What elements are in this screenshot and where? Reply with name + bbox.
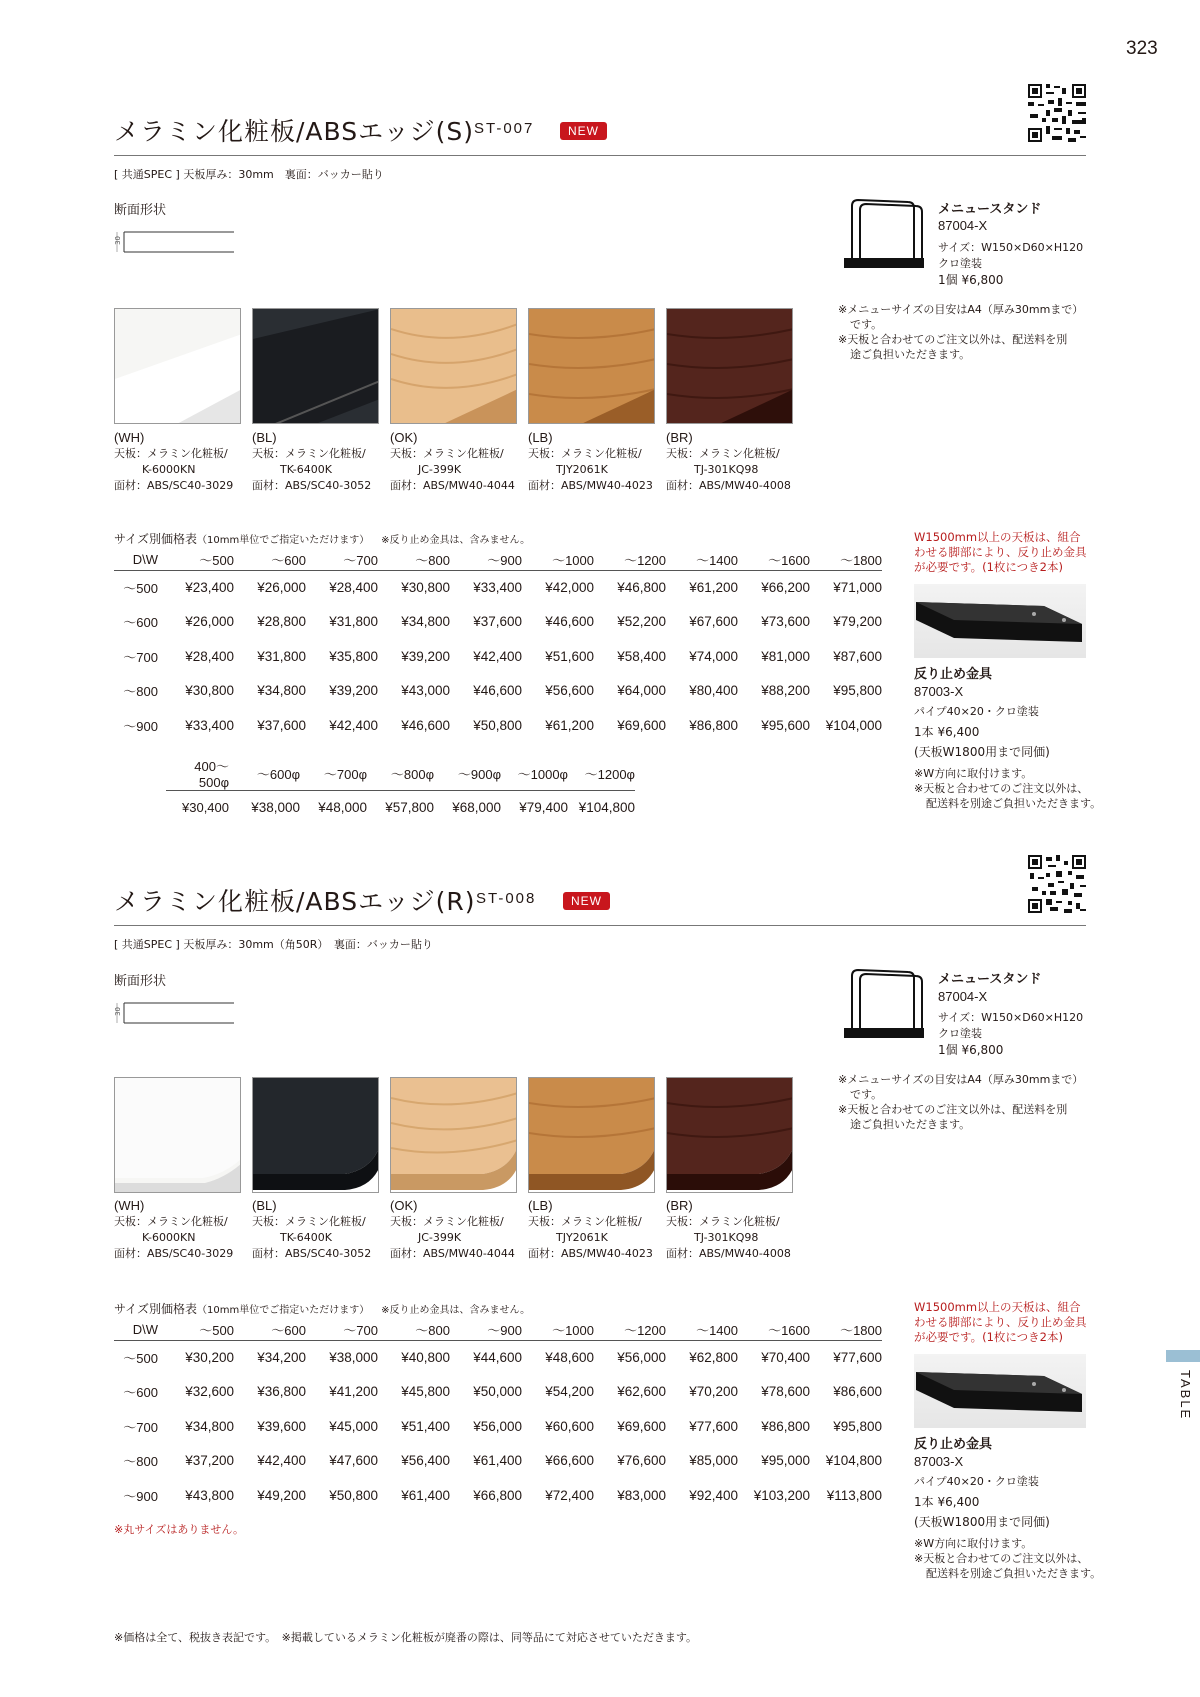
footer-note: ※価格は全て、税抜き表記です。 ※掲載しているメラミン化粧板が廃番の際は、同等品にて対応させていただきます。 <box>114 1631 697 1644</box>
menu-stand-image <box>838 966 928 1046</box>
price-cell: ¥35,800 <box>329 648 378 664</box>
price-cell: ¥61,200 <box>545 717 594 733</box>
price-cell: ¥31,800 <box>329 614 378 630</box>
cross-section-diagram <box>114 1001 234 1025</box>
price-cell: ¥70,200 <box>689 1384 738 1400</box>
price-cell: ¥50,800 <box>329 1487 378 1503</box>
price-cell: ¥95,600 <box>761 717 810 733</box>
menu-stand-code: 87004-X <box>938 218 988 233</box>
table-row <box>114 1444 882 1479</box>
price-cell: ¥71,000 <box>833 580 882 595</box>
price-cell: ¥77,600 <box>833 1350 882 1365</box>
depth-label: ～500 <box>123 581 158 596</box>
price-cell: ¥45,800 <box>401 1384 450 1400</box>
price-cell: ¥92,400 <box>689 1487 738 1503</box>
side-tab-marker <box>1166 1350 1200 1362</box>
price-cell: ¥38,000 <box>251 800 300 816</box>
bracket-price: 1本 ¥6,400 <box>914 725 980 739</box>
swatch-br[interactable] <box>666 1077 793 1193</box>
price-cell: ¥62,800 <box>689 1350 738 1365</box>
price-cell: ¥31,800 <box>257 648 306 664</box>
price-cell: ¥61,400 <box>473 1453 522 1469</box>
finish-caption: (LB) 天板：メラミン化粧板/ TJY2061K 面材：ABS/MW40-4023 <box>528 1198 653 1260</box>
price-cell: ¥77,600 <box>689 1418 738 1434</box>
page-number: 323 <box>1126 38 1158 59</box>
price-cell: ¥49,200 <box>257 1487 306 1503</box>
diameter-header: 400～500φ <box>166 756 233 791</box>
price-cell: ¥66,800 <box>473 1487 522 1503</box>
price-cell: ¥46,800 <box>617 580 666 595</box>
price-cell: ¥86,800 <box>689 717 738 733</box>
bracket-warning: W1500mm以上の天板は、組合 わせる脚部により、反り止め金具 が必要です。(1枚につき2本) <box>914 1300 1087 1344</box>
width-header: ～1400 <box>666 1320 738 1340</box>
diameter-header: ～1200φ <box>568 756 635 791</box>
table-row <box>114 639 882 674</box>
bracket-image <box>914 584 1086 658</box>
finish-caption: (LB) 天板：メラミン化粧板/ TJY2061K 面材：ABS/MW40-4023 <box>528 430 653 492</box>
price-cell: ¥39,200 <box>329 683 378 699</box>
cross-section-label: 断面形状 <box>114 203 167 218</box>
swatch-wh[interactable] <box>114 308 241 424</box>
price-cell: ¥73,600 <box>761 614 810 630</box>
swatch-bl[interactable] <box>252 308 379 424</box>
price-table-header <box>114 1320 882 1340</box>
bracket-name: 反り止め金具 <box>914 667 993 682</box>
header-corner: D\W <box>114 550 162 570</box>
price-table <box>114 550 882 743</box>
bracket-warning: W1500mm以上の天板は、組合 わせる脚部により、反り止め金具 が必要です。(1枚につき2本) <box>914 530 1087 574</box>
price-cell: ¥39,600 <box>257 1418 306 1434</box>
table-row <box>114 1340 882 1375</box>
price-cell: ¥28,800 <box>257 614 306 630</box>
price-cell: ¥34,200 <box>257 1350 306 1365</box>
diameter-header: ～800φ <box>367 756 434 791</box>
depth-label: ～700 <box>123 1419 158 1435</box>
width-header: ～1800 <box>810 1320 882 1340</box>
menu-stand-name: メニュースタンド <box>938 202 1042 217</box>
price-cell: ¥56,000 <box>617 1350 666 1365</box>
price-cell: ¥30,800 <box>401 580 450 595</box>
diameter-header: ～1000φ <box>501 756 568 791</box>
price-cell: ¥56,600 <box>545 683 594 699</box>
menu-stand-code: 87004-X <box>938 989 988 1004</box>
price-cell: ¥58,400 <box>617 648 666 664</box>
price-cell: ¥52,200 <box>617 614 666 630</box>
depth-label: ～900 <box>123 718 158 734</box>
bracket-notes: ※W方向に取付けます。 ※天板と合わせてのご注文以外は、 配送料を別途ご負担いただきます。 <box>914 1537 1102 1580</box>
price-cell: ¥48,600 <box>545 1350 594 1365</box>
qr-code[interactable] <box>1028 855 1086 913</box>
common-spec: [ 共通SPEC ] 天板厚み：30mm（角50R） 裏面：バッカー貼り <box>114 938 433 951</box>
price-cell: ¥34,800 <box>185 1418 234 1434</box>
round-table-header <box>166 756 635 791</box>
table-row <box>166 791 635 825</box>
depth-label: ～600 <box>123 615 158 631</box>
depth-label: ～800 <box>123 684 158 700</box>
price-cell: ¥54,200 <box>545 1384 594 1400</box>
bracket-code: 87003-X <box>914 684 964 699</box>
finish-caption: (BL) 天板：メラミン化粧板/ TK-6400K 面材：ABS/SC40-3052 <box>252 430 372 492</box>
section-rule <box>114 155 1086 156</box>
price-cell: ¥104,800 <box>825 1453 882 1469</box>
price-cell: ¥44,600 <box>473 1350 522 1365</box>
price-cell: ¥60,600 <box>545 1418 594 1434</box>
round-price-table <box>166 756 635 825</box>
bracket-spec: パイプ40×20・クロ塗装 <box>914 1475 1039 1488</box>
price-cell: ¥39,200 <box>401 648 450 664</box>
finish-caption: (BR) 天板：メラミン化粧板/ TJ-301KQ98 面材：ABS/MW40-4008 <box>666 430 791 492</box>
price-cell: ¥95,800 <box>833 683 882 699</box>
common-spec: [ 共通SPEC ] 天板厚み：30mm 裏面：バッカー貼り <box>114 168 384 181</box>
price-cell: ¥76,600 <box>617 1453 666 1469</box>
price-cell: ¥46,600 <box>473 683 522 699</box>
price-cell: ¥43,800 <box>185 1487 234 1503</box>
price-cell: ¥26,000 <box>257 580 306 595</box>
width-header: ～700 <box>306 550 378 570</box>
price-cell: ¥86,800 <box>761 1418 810 1434</box>
width-header: ～800 <box>378 550 450 570</box>
depth-label: ～800 <box>123 1454 158 1470</box>
price-cell: ¥79,400 <box>519 800 568 816</box>
price-cell: ¥30,200 <box>185 1350 234 1365</box>
price-table-header <box>114 550 882 570</box>
width-header: ～1200 <box>594 550 666 570</box>
new-badge: NEW <box>563 892 610 910</box>
bracket-spec: パイプ40×20・クロ塗装 <box>914 705 1039 718</box>
price-cell: ¥51,400 <box>401 1418 450 1434</box>
bracket-price: 1本 ¥6,400 <box>914 1495 980 1509</box>
price-cell: ¥33,400 <box>473 580 522 595</box>
price-cell: ¥104,000 <box>825 717 882 733</box>
bracket-code: 87003-X <box>914 1454 964 1469</box>
cross-section-diagram <box>114 230 234 254</box>
price-cell: ¥68,000 <box>452 800 501 816</box>
price-cell: ¥66,600 <box>545 1453 594 1469</box>
price-cell: ¥50,000 <box>473 1384 522 1400</box>
price-cell: ¥78,600 <box>761 1384 810 1400</box>
price-cell: ¥61,200 <box>689 580 738 595</box>
thickness-label: 30 <box>114 1007 122 1016</box>
menu-stand-price: 1個 ¥6,800 <box>938 273 1004 287</box>
price-cell: ¥42,400 <box>329 717 378 733</box>
price-cell: ¥95,800 <box>833 1418 882 1434</box>
price-cell: ¥45,000 <box>329 1418 378 1434</box>
new-badge: NEW <box>560 122 607 140</box>
width-header: ～1800 <box>810 550 882 570</box>
diameter-header: ～700φ <box>300 756 367 791</box>
swatch-wh[interactable] <box>114 1077 241 1193</box>
price-cell: ¥38,000 <box>329 1350 378 1365</box>
price-cell: ¥28,400 <box>329 580 378 595</box>
swatch-ok[interactable] <box>390 308 517 424</box>
price-cell: ¥30,400 <box>182 800 229 816</box>
price-cell: ¥42,000 <box>545 580 594 595</box>
width-header: ～1200 <box>594 1320 666 1340</box>
bracket-notes: ※W方向に取付けます。 ※天板と合わせてのご注文以外は、 配送料を別途ご負担いただきます。 <box>914 767 1102 810</box>
swatch-ok[interactable] <box>390 1077 517 1193</box>
price-cell: ¥56,000 <box>473 1418 522 1434</box>
price-cell: ¥61,400 <box>401 1487 450 1503</box>
price-cell: ¥51,600 <box>545 648 594 664</box>
side-tab-label: TABLE <box>1178 1370 1193 1421</box>
price-cell: ¥86,600 <box>833 1384 882 1400</box>
price-cell: ¥34,800 <box>401 614 450 630</box>
price-cell: ¥42,400 <box>257 1453 306 1469</box>
width-header: ～1600 <box>738 1320 810 1340</box>
price-cell: ¥67,600 <box>689 614 738 630</box>
price-cell: ¥36,800 <box>257 1384 306 1400</box>
price-cell: ¥104,800 <box>578 800 635 816</box>
thickness-label: 30 <box>114 236 122 245</box>
price-cell: ¥48,000 <box>318 800 367 816</box>
width-header: ～600 <box>234 550 306 570</box>
bracket-price-note: (天板W1800用まで同価) <box>914 745 1050 759</box>
bracket-image <box>914 1354 1086 1428</box>
price-cell: ¥72,400 <box>545 1487 594 1503</box>
price-table-title: サイズ別価格表（10mm単位でご指定いただけます） ※反り止め金具は、含みません。 <box>114 532 531 546</box>
table-row <box>114 570 882 605</box>
price-cell: ¥28,400 <box>185 648 234 664</box>
table-row <box>114 605 882 640</box>
price-cell: ¥40,800 <box>401 1350 450 1365</box>
price-cell: ¥57,800 <box>385 800 434 816</box>
finish-caption: (OK) 天板：メラミン化粧板/ JC-399K 面材：ABS/MW40-4044 <box>390 430 515 492</box>
price-cell: ¥95,000 <box>761 1453 810 1469</box>
price-cell: ¥74,000 <box>689 648 738 664</box>
menu-stand-notes: ※メニューサイズの目安はA4（厚み30mmまで） です。 ※天板と合わせてのご注文以外は、配送料を別 途ご負担いただきます。 <box>838 1073 1084 1131</box>
price-cell: ¥37,200 <box>185 1453 234 1469</box>
swatch-lb[interactable] <box>528 308 655 424</box>
section-title: メラミン化粧板/ABSエッジ(S) <box>114 117 474 146</box>
section-rule <box>114 925 1086 926</box>
menu-stand-price: 1個 ¥6,800 <box>938 1043 1004 1057</box>
width-header: ～500 <box>162 1320 234 1340</box>
price-cell: ¥64,000 <box>617 683 666 699</box>
menu-stand-size: サイズ：W150×D60×H120 <box>938 241 1084 254</box>
price-cell: ¥30,800 <box>185 683 234 699</box>
price-cell: ¥46,600 <box>545 614 594 630</box>
price-cell: ¥62,600 <box>617 1384 666 1400</box>
price-cell: ¥87,600 <box>833 648 882 664</box>
diameter-header: ～600φ <box>233 756 300 791</box>
price-cell: ¥69,600 <box>617 717 666 733</box>
product-code: ST-008 <box>476 890 537 907</box>
price-cell: ¥113,800 <box>826 1487 882 1503</box>
price-cell: ¥41,200 <box>329 1384 378 1400</box>
width-header: ～1400 <box>666 550 738 570</box>
bracket-name: 反り止め金具 <box>914 1437 993 1452</box>
price-cell: ¥70,400 <box>761 1350 810 1365</box>
price-cell: ¥85,000 <box>689 1453 738 1469</box>
depth-label: ～700 <box>123 649 158 665</box>
bracket-price-note: (天板W1800用まで同価) <box>914 1515 1050 1529</box>
table-row <box>114 1478 882 1513</box>
depth-label: ～900 <box>123 1488 158 1504</box>
price-cell: ¥32,600 <box>185 1384 234 1400</box>
width-header: ～500 <box>162 550 234 570</box>
price-cell: ¥83,000 <box>617 1487 666 1503</box>
depth-label: ～500 <box>123 1351 158 1366</box>
header-corner: D\W <box>114 1320 162 1340</box>
price-cell: ¥42,400 <box>473 648 522 664</box>
width-header: ～800 <box>378 1320 450 1340</box>
price-cell: ¥66,200 <box>761 580 810 595</box>
price-cell: ¥33,400 <box>185 717 234 733</box>
menu-stand-image <box>838 196 928 276</box>
menu-stand-finish: クロ塗装 <box>938 1027 982 1040</box>
swatch-bl[interactable] <box>252 1077 379 1193</box>
price-cell: ¥56,400 <box>401 1453 450 1469</box>
width-header: ～1000 <box>522 1320 594 1340</box>
price-cell: ¥26,000 <box>185 614 234 630</box>
table-row <box>114 674 882 709</box>
price-cell: ¥88,200 <box>761 683 810 699</box>
menu-stand-name: メニュースタンド <box>938 972 1042 987</box>
swatch-lb[interactable] <box>528 1077 655 1193</box>
price-cell: ¥81,000 <box>761 648 810 664</box>
width-header: ～600 <box>234 1320 306 1340</box>
price-table-title: サイズ別価格表（10mm単位でご指定いただけます） ※反り止め金具は、含みません。 <box>114 1302 531 1316</box>
width-header: ～1000 <box>522 550 594 570</box>
price-cell: ¥37,600 <box>473 614 522 630</box>
price-cell: ¥43,000 <box>401 683 450 699</box>
qr-code[interactable] <box>1028 84 1086 142</box>
width-header: ～700 <box>306 1320 378 1340</box>
menu-stand-size: サイズ：W150×D60×H120 <box>938 1011 1084 1024</box>
section-title: メラミン化粧板/ABSエッジ(R) <box>114 887 476 916</box>
depth-label: ～600 <box>123 1385 158 1401</box>
diameter-header: ～900φ <box>434 756 501 791</box>
table-row <box>114 1375 882 1410</box>
menu-stand-notes: ※メニューサイズの目安はA4（厚み30mmまで） です。 ※天板と合わせてのご注文以外は、配送料を別 途ご負担いただきます。 <box>838 303 1084 361</box>
price-cell: ¥69,600 <box>617 1418 666 1434</box>
price-cell: ¥80,400 <box>689 683 738 699</box>
finish-caption: (OK) 天板：メラミン化粧板/ JC-399K 面材：ABS/MW40-4044 <box>390 1198 515 1260</box>
table-row <box>114 708 882 743</box>
finish-caption: (WH) 天板：メラミン化粧板/ K-6000KN 面材：ABS/SC40-3029 <box>114 430 234 492</box>
price-cell: ¥50,800 <box>473 717 522 733</box>
width-header: ～900 <box>450 1320 522 1340</box>
width-header: ～1600 <box>738 550 810 570</box>
no-round-note: ※丸サイズはありません。 <box>114 1523 244 1536</box>
product-code: ST-007 <box>474 120 535 137</box>
cross-section-label: 断面形状 <box>114 974 167 989</box>
price-table <box>114 1320 882 1513</box>
swatch-br[interactable] <box>666 308 793 424</box>
price-cell: ¥79,200 <box>833 614 882 630</box>
price-cell: ¥34,800 <box>257 683 306 699</box>
finish-caption: (BL) 天板：メラミン化粧板/ TK-6400K 面材：ABS/SC40-3052 <box>252 1198 372 1260</box>
finish-caption: (BR) 天板：メラミン化粧板/ TJ-301KQ98 面材：ABS/MW40-4008 <box>666 1198 791 1260</box>
menu-stand-finish: クロ塗装 <box>938 257 982 270</box>
finish-caption: (WH) 天板：メラミン化粧板/ K-6000KN 面材：ABS/SC40-3029 <box>114 1198 234 1260</box>
price-cell: ¥47,600 <box>329 1453 378 1469</box>
price-cell: ¥37,600 <box>257 717 306 733</box>
table-row <box>114 1409 882 1444</box>
price-cell: ¥103,200 <box>753 1487 810 1503</box>
width-header: ～900 <box>450 550 522 570</box>
price-cell: ¥46,600 <box>401 717 450 733</box>
price-cell: ¥23,400 <box>185 580 234 595</box>
